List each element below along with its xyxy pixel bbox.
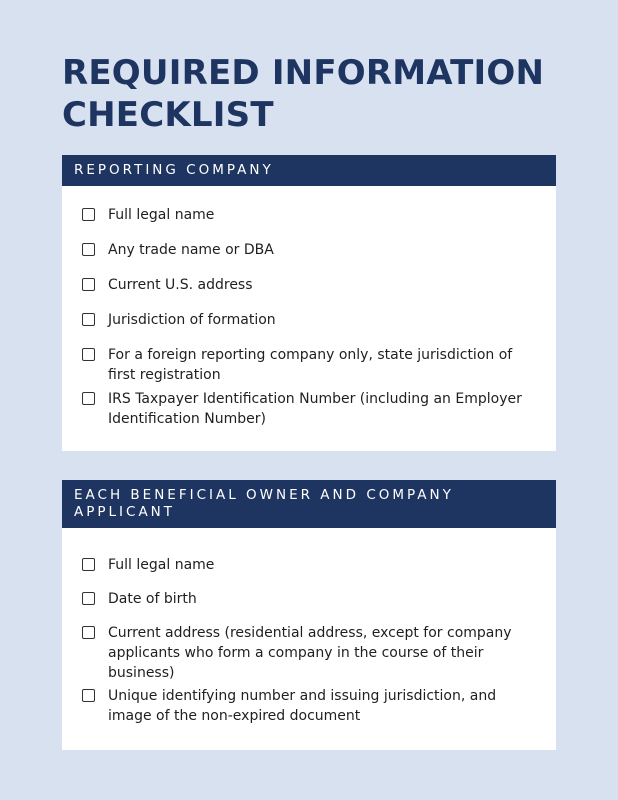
checklist-item xyxy=(82,555,536,575)
checklist-item xyxy=(82,275,536,295)
checklist-item-label: Unique identifying number and issuing jurisdiction, and image of the non-expired document xyxy=(108,688,497,724)
checkbox[interactable] xyxy=(82,626,95,639)
checklist-item xyxy=(82,345,536,385)
checklist xyxy=(62,186,556,429)
checklist-item-label: Current U.S. address xyxy=(108,277,253,293)
checklist xyxy=(62,528,556,726)
checklist-item xyxy=(82,240,536,260)
checklist-item xyxy=(82,310,536,330)
checkbox[interactable] xyxy=(82,689,95,702)
page-title: REQUIRED INFORMATION CHECKLIST xyxy=(62,53,545,135)
checkbox[interactable] xyxy=(82,278,95,291)
checkbox[interactable] xyxy=(82,348,95,361)
section-beneficial-owner xyxy=(62,480,556,750)
checklist-item-label: Current address (residential address, except for company applicants who form a company in the course of their business) xyxy=(108,625,512,681)
checklist-item-label: Full legal name xyxy=(108,207,215,223)
checkbox[interactable] xyxy=(82,313,95,326)
checkbox[interactable] xyxy=(82,592,95,605)
checklist-item-label: For a foreign reporting company only, state jurisdiction of first registration xyxy=(108,347,513,383)
section-heading: EACH BENEFICIAL OWNER AND COMPANY APPLICANT xyxy=(62,480,556,528)
checkbox[interactable] xyxy=(82,558,95,571)
checklist-item-label: IRS Taxpayer Identification Number (including an Employer Identification Number) xyxy=(108,391,522,427)
checklist-item xyxy=(82,686,536,726)
checkbox[interactable] xyxy=(82,392,95,405)
section-reporting-company xyxy=(62,155,556,451)
checklist-item xyxy=(82,589,536,609)
checklist-item xyxy=(82,205,536,225)
checklist-item xyxy=(82,623,536,683)
checkbox[interactable] xyxy=(82,208,95,221)
checklist-item-label: Any trade name or DBA xyxy=(108,242,274,258)
section-heading: REPORTING COMPANY xyxy=(62,155,556,186)
checklist-item-label: Jurisdiction of formation xyxy=(108,312,276,328)
checkbox[interactable] xyxy=(82,243,95,256)
checklist-item-label: Full legal name xyxy=(108,557,215,573)
checklist-item-label: Date of birth xyxy=(108,591,197,607)
checklist-item xyxy=(82,389,536,429)
